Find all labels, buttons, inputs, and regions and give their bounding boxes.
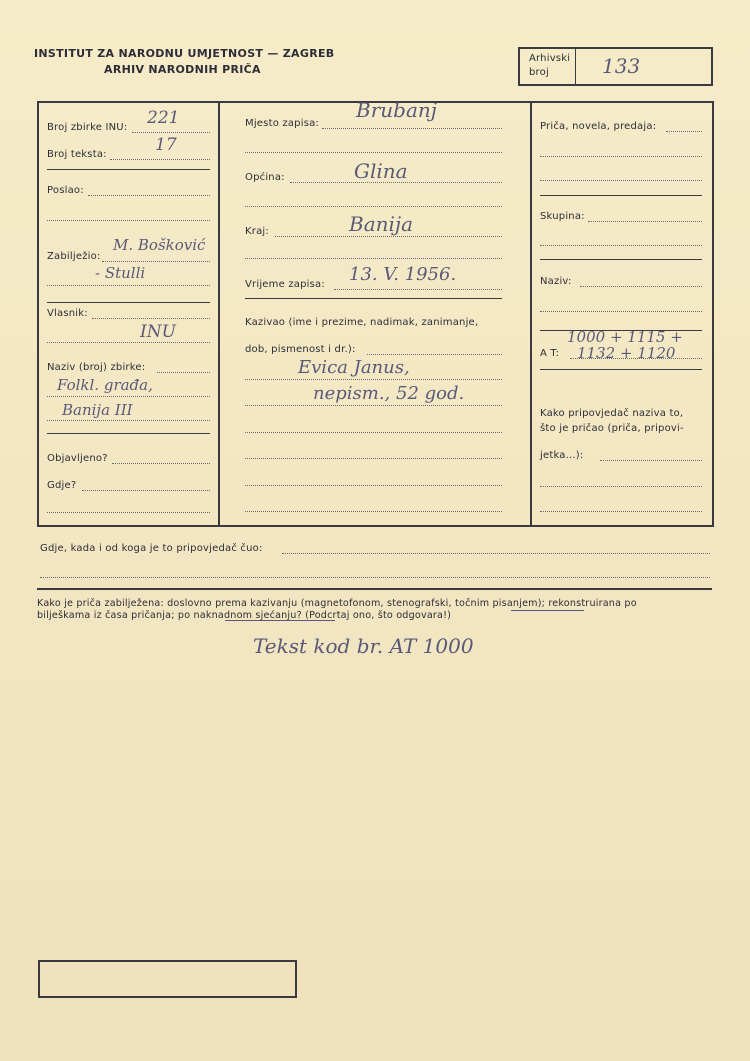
text-number-value: 17 bbox=[155, 135, 177, 155]
owner-line-2 bbox=[47, 342, 210, 343]
narrator-line-6 bbox=[245, 485, 502, 486]
text-number-line bbox=[110, 159, 210, 160]
title-label: Naziv: bbox=[540, 276, 572, 287]
collection-name-label: Naziv (broj) zbirke: bbox=[47, 362, 146, 373]
narrator-name-line-2 bbox=[540, 486, 702, 487]
story-type-line bbox=[666, 131, 702, 132]
right-separator-4 bbox=[540, 369, 702, 370]
at-line bbox=[570, 358, 702, 359]
place-line bbox=[322, 128, 502, 129]
owner-line bbox=[92, 318, 210, 319]
collection-number-value: 221 bbox=[147, 108, 180, 128]
heard-from-label: Gdje, kada i od koga je to pripovjedač čuo: bbox=[40, 543, 263, 554]
how-recorded-line-1: Kako je priča zabilježena: doslovno prema kazivanju (magnetofonom, stenografski, točnim pisanjem); rekonstruirana po bbox=[37, 598, 637, 609]
recorded-by-value-1: M. Bošković bbox=[113, 236, 206, 254]
narrator-label-2: dob, pismenost i dr.): bbox=[245, 344, 356, 355]
heard-from-line bbox=[282, 553, 710, 554]
narrator-line-2 bbox=[245, 379, 502, 380]
municipality-label: Općina: bbox=[245, 172, 285, 183]
region-line-2 bbox=[245, 258, 502, 259]
left-separator-3 bbox=[47, 433, 210, 434]
sent-by-line-2 bbox=[47, 220, 210, 221]
region-line bbox=[275, 236, 502, 237]
sent-by-label: Poslao: bbox=[47, 185, 84, 196]
owner-label: Vlasnik: bbox=[47, 308, 88, 319]
story-type-label: Priča, novela, predaja: bbox=[540, 121, 657, 132]
region-value: Banija bbox=[349, 212, 414, 236]
recorded-by-line bbox=[102, 261, 210, 262]
time-line bbox=[334, 289, 502, 290]
right-separator-2 bbox=[540, 259, 702, 260]
narrator-value-2: nepism., 52 god. bbox=[313, 383, 465, 404]
where-line bbox=[82, 490, 210, 491]
heard-from-line-2 bbox=[40, 577, 710, 578]
narrator-name-line bbox=[600, 460, 702, 461]
narrator-line-4 bbox=[245, 432, 502, 433]
collection-name-line-3 bbox=[47, 420, 210, 421]
left-separator-1 bbox=[47, 169, 210, 170]
underline-tocnim-pisanjem bbox=[511, 610, 584, 611]
where-label: Gdje? bbox=[47, 480, 77, 491]
story-type-line-3 bbox=[540, 180, 702, 181]
at-label: A T: bbox=[540, 348, 560, 359]
text-number-label: Broj teksta: bbox=[47, 149, 107, 160]
group-label: Skupina: bbox=[540, 211, 585, 222]
narrator-label-1: Kazivao (ime i prezime, nadimak, zanimanje, bbox=[245, 317, 479, 328]
collection-number-label: Broj zbirke INU: bbox=[47, 122, 128, 133]
middle-separator bbox=[245, 298, 502, 299]
group-line bbox=[588, 221, 702, 222]
archive-number-label-1: Arhivski bbox=[529, 53, 571, 64]
section-separator bbox=[37, 588, 712, 590]
narrator-name-label-2: što je pričao (priča, pripovi- bbox=[540, 423, 684, 434]
collection-name-value-2: Banija III bbox=[62, 401, 133, 419]
collection-name-value-1: Folkl. građa, bbox=[57, 376, 153, 394]
collection-name-line-2 bbox=[47, 396, 210, 397]
narrator-line-7 bbox=[245, 511, 502, 512]
left-separator-2 bbox=[47, 302, 210, 303]
right-column-divider bbox=[530, 103, 532, 525]
place-label: Mjesto zapisa: bbox=[245, 118, 319, 129]
published-label: Objavljeno? bbox=[47, 453, 108, 464]
how-recorded-line-2: bilješkama iz časa pričanja; po naknadnom sjećanju? (Podcrtaj ono, što odgovara!) bbox=[37, 610, 452, 621]
time-label: Vrijeme zapisa: bbox=[245, 279, 325, 290]
at-value-2: 1132 + 1120 bbox=[577, 344, 676, 362]
title-line-2 bbox=[540, 311, 702, 312]
narrator-line-3 bbox=[245, 405, 502, 406]
municipality-line-2 bbox=[245, 206, 502, 207]
archive-number-label-2: broj bbox=[529, 67, 549, 78]
recorded-by-value-2: - Stulli bbox=[95, 264, 146, 282]
collection-number-line bbox=[132, 132, 210, 133]
archive-number-value: 133 bbox=[602, 54, 641, 78]
group-line-2 bbox=[540, 245, 702, 246]
place-value: Brubanj bbox=[356, 98, 437, 122]
narrator-line-1 bbox=[367, 354, 502, 355]
institute-name: INSTITUT ZA NARODNU UMJETNOST — ZAGREB bbox=[34, 47, 335, 60]
title-line bbox=[580, 286, 702, 287]
right-separator-1 bbox=[540, 195, 702, 196]
archive-name: ARHIV NARODNIH PRIČA bbox=[104, 63, 261, 76]
collection-name-line bbox=[157, 372, 210, 373]
narrator-name-line-3 bbox=[540, 511, 702, 512]
narrator-name-label-1: Kako pripovjedač naziva to, bbox=[540, 408, 684, 419]
left-column-divider bbox=[218, 103, 220, 525]
recorded-by-line-2 bbox=[47, 285, 210, 286]
footer-box bbox=[38, 960, 297, 998]
story-type-line-2 bbox=[540, 156, 702, 157]
sent-by-line bbox=[88, 195, 210, 196]
owner-value: INU bbox=[140, 322, 176, 342]
place-line-2 bbox=[245, 152, 502, 153]
where-line-2 bbox=[47, 512, 210, 513]
archive-number-divider bbox=[575, 49, 576, 84]
municipality-value: Glina bbox=[354, 159, 408, 183]
region-label: Kraj: bbox=[245, 226, 269, 237]
at-value-1: 1000 + 1115 + bbox=[567, 328, 683, 346]
time-value: 13. V. 1956. bbox=[349, 264, 457, 285]
narrator-name-label-3: jetka...): bbox=[540, 450, 584, 461]
narrator-line-5 bbox=[245, 458, 502, 459]
recorded-by-label: Zabilježio: bbox=[47, 251, 101, 262]
published-line bbox=[112, 463, 210, 464]
narrator-value-1: Evica Janus, bbox=[298, 357, 410, 378]
note-text: Tekst kod br. AT 1000 bbox=[253, 634, 474, 658]
underline-naknadnom bbox=[225, 620, 335, 621]
